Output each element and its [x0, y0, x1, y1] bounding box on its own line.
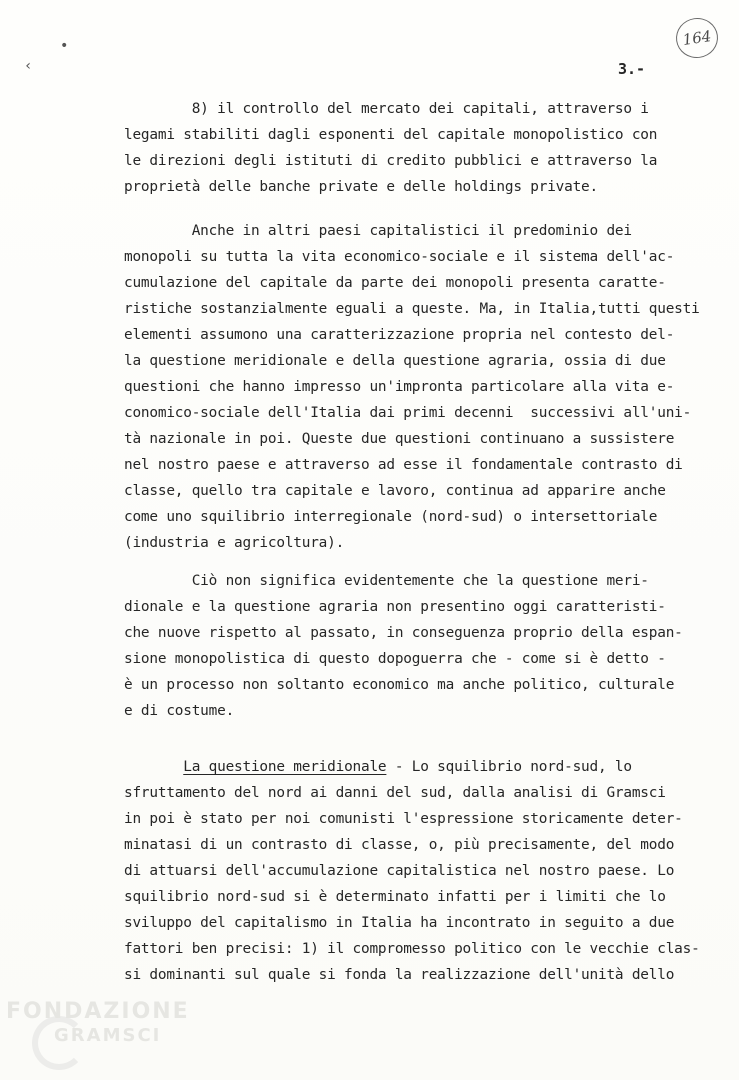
- text-line: ristiche sostanzialmente eguali a queste. Ma, in Italia,tutti questi: [124, 301, 700, 317]
- text-line: squilibrio nord-sud si è determinato infatti per i limiti che lo: [124, 889, 666, 905]
- text-line: 8) il controllo del mercato dei capitali, attraverso i: [124, 101, 649, 117]
- typed-text-body: [124, 96, 724, 988]
- text-line: sviluppo del capitalismo in Italia ha incontrato in seguito a due: [124, 915, 675, 931]
- section-heading: La questione meridionale: [183, 759, 387, 775]
- text-line: tà nazionale in poi. Queste due questioni continuano a sussistere: [124, 431, 675, 447]
- text-line: conomico-sociale dell'Italia dai primi decenni successivi all'uni-: [124, 405, 692, 421]
- watermark-line-1: FONDAZIONE: [6, 999, 190, 1024]
- heading-continuation: - Lo squilibrio nord-sud, lo: [386, 759, 632, 775]
- text-line: Ciò non significa evidentemente che la questione meri-: [124, 573, 649, 589]
- text-line: in poi è stato per noi comunisti l'espressione storicamente deter-: [124, 811, 683, 827]
- text-line: minatasi di un contrasto di classe, o, più precisamente, del modo: [124, 837, 675, 853]
- text-line: [124, 754, 724, 780]
- margin-mark: ‹: [24, 58, 33, 74]
- text-line: sfruttamento del nord ai danni del sud, dalla analisi di Gramsci: [124, 785, 666, 801]
- paragraph-4: [124, 754, 724, 988]
- text-line: si dominanti sul quale si fonda la realizzazione dell'unità dello: [124, 967, 675, 983]
- text-line: (industria e agricoltura).: [124, 535, 345, 551]
- text-line: è un processo non soltanto economico ma anche politico, culturale: [124, 677, 675, 693]
- text-line: legami stabiliti dagli esponenti del capitale monopolistico con: [124, 127, 658, 143]
- text-line: nel nostro paese e attraverso ad esse il fondamentale contrasto di: [124, 457, 683, 473]
- text-line: classe, quello tra capitale e lavoro, continua ad apparire anche: [124, 483, 666, 499]
- text-line: cumulazione del capitale da parte dei monopoli presenta caratte-: [124, 275, 666, 291]
- margin-dot: •: [60, 38, 69, 54]
- text-line: le direzioni degli istituti di credito pubblici e attraverso la: [124, 153, 658, 169]
- text-line: che nuove rispetto al passato, in conseguenza proprio della espan-: [124, 625, 683, 641]
- fondazione-gramsci-watermark: [6, 1000, 206, 1048]
- text-line: fattori ben precisi: 1) il compromesso politico con le vecchie clas-: [124, 941, 700, 957]
- text-line: come uno squilibrio interregionale (nord-sud) o intersettoriale: [124, 509, 658, 525]
- text-line: Anche in altri paesi capitalistici il predominio dei: [124, 223, 632, 239]
- watermark-line-2: GRAMSCI: [54, 1025, 162, 1046]
- archive-number: 164: [681, 27, 713, 49]
- text-line: proprietà delle banche private e delle holdings private.: [124, 179, 598, 195]
- text-line: la questione meridionale e della questione agraria, ossia di due: [124, 353, 666, 369]
- paragraph-3: [124, 568, 724, 724]
- text-line: e di costume.: [124, 703, 235, 719]
- page-number: 3.-: [618, 60, 646, 78]
- archive-number-stamp: [673, 15, 720, 60]
- text-line: elementi assumono una caratterizzazione propria nel contesto del-: [124, 327, 675, 343]
- paragraph-2: [124, 218, 724, 556]
- text-line: sione monopolistica di questo dopoguerra che - come si è detto -: [124, 651, 666, 667]
- text-line: dionale e la questione agraria non presentino oggi caratteristi-: [124, 599, 666, 615]
- paragraph-1: [124, 96, 724, 200]
- text-line: di attuarsi dell'accumulazione capitalistica nel nostro paese. Lo: [124, 863, 675, 879]
- text-line: questioni che hanno impresso un'impronta particolare alla vita e-: [124, 379, 675, 395]
- text-line: monopoli su tutta la vita economico-sociale e il sistema dell'ac-: [124, 249, 675, 265]
